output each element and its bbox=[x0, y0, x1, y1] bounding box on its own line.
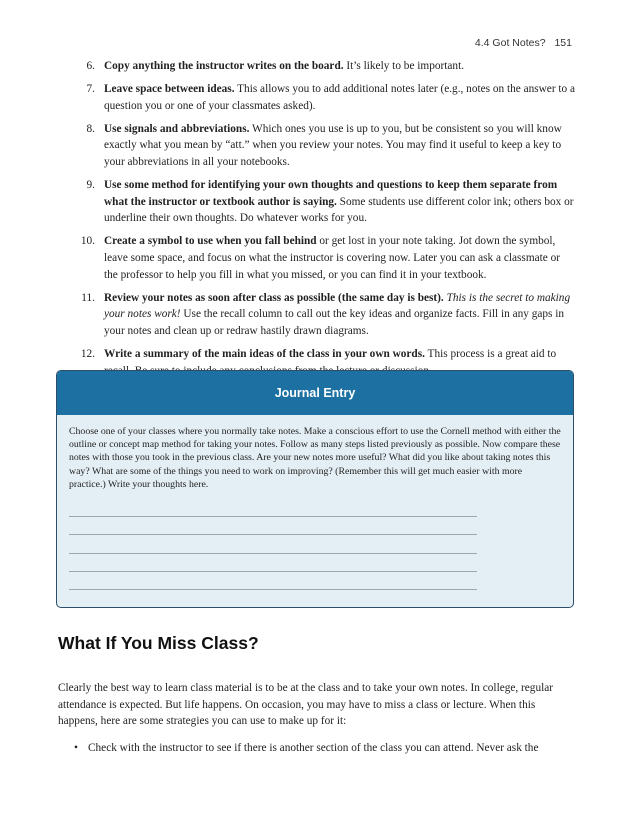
writing-line bbox=[69, 499, 477, 517]
tip-text: It’s likely to be important. bbox=[343, 60, 465, 72]
journal-entry-prompt: Choose one of your classes where you normally take notes. Make a conscious effort to use the Cornell method with either the outline or concept map method for taking your notes. Follow as many steps listed previously as possible. Now compare these notes with those you took in the previous class. Are your new notes more useful? What did you like about taking notes this way? What are some of the things you need to work on improving? (Remember this will get much easier with more practice.) Write your thoughts here. bbox=[69, 426, 561, 490]
bullet-item bbox=[74, 740, 574, 757]
journal-entry-body bbox=[57, 415, 573, 608]
tip-number: 9. bbox=[86, 179, 95, 192]
tip-number: 11. bbox=[81, 291, 95, 304]
tip-number: 7. bbox=[86, 83, 95, 96]
tip-text: Some students use different color ink; others box or underline their own thoughts. Do whatever works for you. bbox=[104, 195, 574, 225]
writing-line bbox=[69, 554, 477, 572]
page-number: 151 bbox=[554, 37, 572, 49]
tip-number: 10. bbox=[80, 235, 95, 248]
tip-lead: Write a summary of the main ideas of the class in your own words. bbox=[104, 347, 425, 360]
tip-text: Use the recall column to call out the key ideas and organize facts. Fill in any gaps in your notes and clean up or redraw hastily drawn diagrams. bbox=[104, 308, 565, 337]
section-paragraph: Clearly the best way to learn class material is to be at the class and to take your own notes. In college, regular attendance is expected. But life happens. On occasion, you may have to miss a class or lecture. When this happens, here are some strategies you can use to make up for it: bbox=[58, 682, 554, 728]
tip-item bbox=[78, 233, 576, 283]
tip-item bbox=[78, 177, 576, 227]
writing-line bbox=[69, 572, 477, 590]
tip-emphasis: This is the secret to making your notes work! bbox=[104, 291, 571, 321]
section-heading: What If You Miss Class? bbox=[58, 633, 259, 653]
tip-lead: Leave space between ideas. bbox=[104, 83, 235, 96]
note-taking-tips-list bbox=[78, 58, 576, 386]
tip-lead: Copy anything the instructor writes on the board. bbox=[104, 60, 344, 72]
tip-item bbox=[78, 290, 576, 340]
tip-number: 8. bbox=[86, 122, 95, 135]
writing-line bbox=[69, 590, 477, 608]
running-head bbox=[475, 37, 572, 49]
journal-entry-title: Journal Entry bbox=[57, 371, 573, 415]
journal-entry-box bbox=[56, 370, 574, 608]
bullet-marker: • bbox=[74, 742, 78, 754]
tip-text: This process is a great aid to bbox=[427, 347, 557, 360]
journal-writing-lines bbox=[69, 499, 477, 608]
tip-lead: Create a symbol to use when you fall behind bbox=[104, 235, 317, 248]
tip-item bbox=[78, 81, 576, 114]
writing-line bbox=[69, 517, 477, 535]
tip-number: 12. bbox=[80, 347, 95, 360]
bullet-text: Check with the instructor to see if there is another section of the class you can attend. Never ask the bbox=[88, 742, 539, 754]
tip-item bbox=[78, 58, 576, 75]
tip-lead: Review your notes as soon after class as possible (the same day is best). bbox=[104, 291, 444, 304]
tip-item bbox=[78, 121, 576, 171]
tip-text: or get lost in your note taking. Jot down the symbol, leave some space, and focus on what the instructor is covering now. Later you can ask a classmate or the professor to help you fill in what you missed, or you can find it in your textbook. bbox=[104, 235, 561, 281]
writing-line bbox=[69, 535, 477, 553]
tip-number: 6. bbox=[86, 60, 95, 72]
tip-text: Which ones you use is up to you, but be consistent so you will know exactly what you mean by “att.” when you review your notes. You may find it useful to keep a key to your abbreviations in all your notebooks. bbox=[104, 122, 562, 168]
tip-text: This allows you to add additional notes later (e.g., notes on the answer to a question you or one of your classmates asked). bbox=[104, 83, 576, 112]
tip-lead: Use signals and abbreviations. bbox=[104, 122, 250, 135]
running-head-section: 4.4 Got Notes? bbox=[474, 37, 546, 49]
tip-lead: Use some method for identifying your own thoughts and questions to keep them separate from what the instructor or textbook author is saying. bbox=[104, 179, 558, 208]
